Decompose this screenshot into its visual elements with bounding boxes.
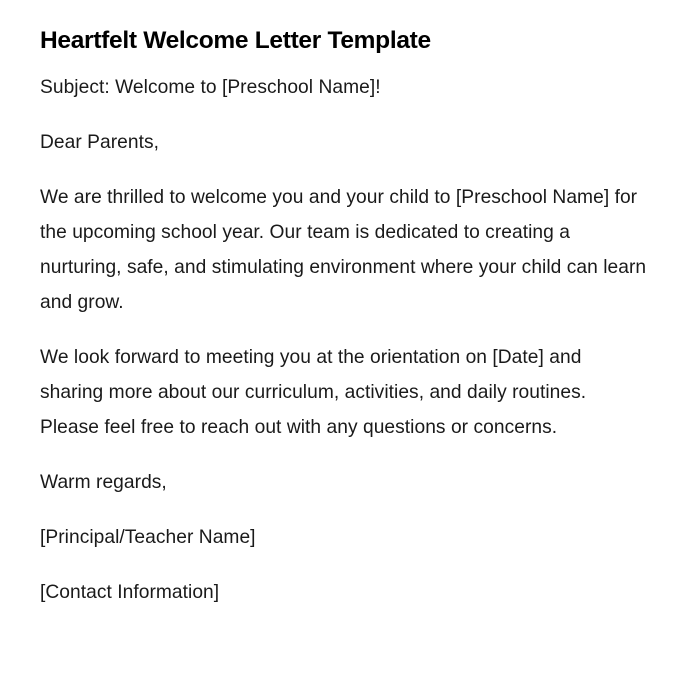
body-paragraph-orientation: We look forward to meeting you at the orientation on [Date] and sharing more about our curriculum, activities, and daily routines. Please feel free to reach out with any questions or concerns. — [40, 347, 587, 438]
closing: Warm regards, — [40, 472, 167, 493]
contact-information: [Contact Information] — [40, 582, 220, 603]
document-title: Heartfelt Welcome Letter Template — [40, 27, 431, 54]
letter-document — [40, 24, 650, 630]
body-paragraph-welcome: We are thrilled to welcome you and your child to [Preschool Name] for the upcoming school year. Our team is dedicated to creating a nurturing, safe, and stimulating environment where your child can learn and grow. — [40, 187, 647, 313]
salutation: Dear Parents, — [40, 132, 160, 153]
subject-line: Subject: Welcome to [Preschool Name]! — [40, 77, 381, 98]
signature-name: [Principal/Teacher Name] — [40, 527, 256, 548]
